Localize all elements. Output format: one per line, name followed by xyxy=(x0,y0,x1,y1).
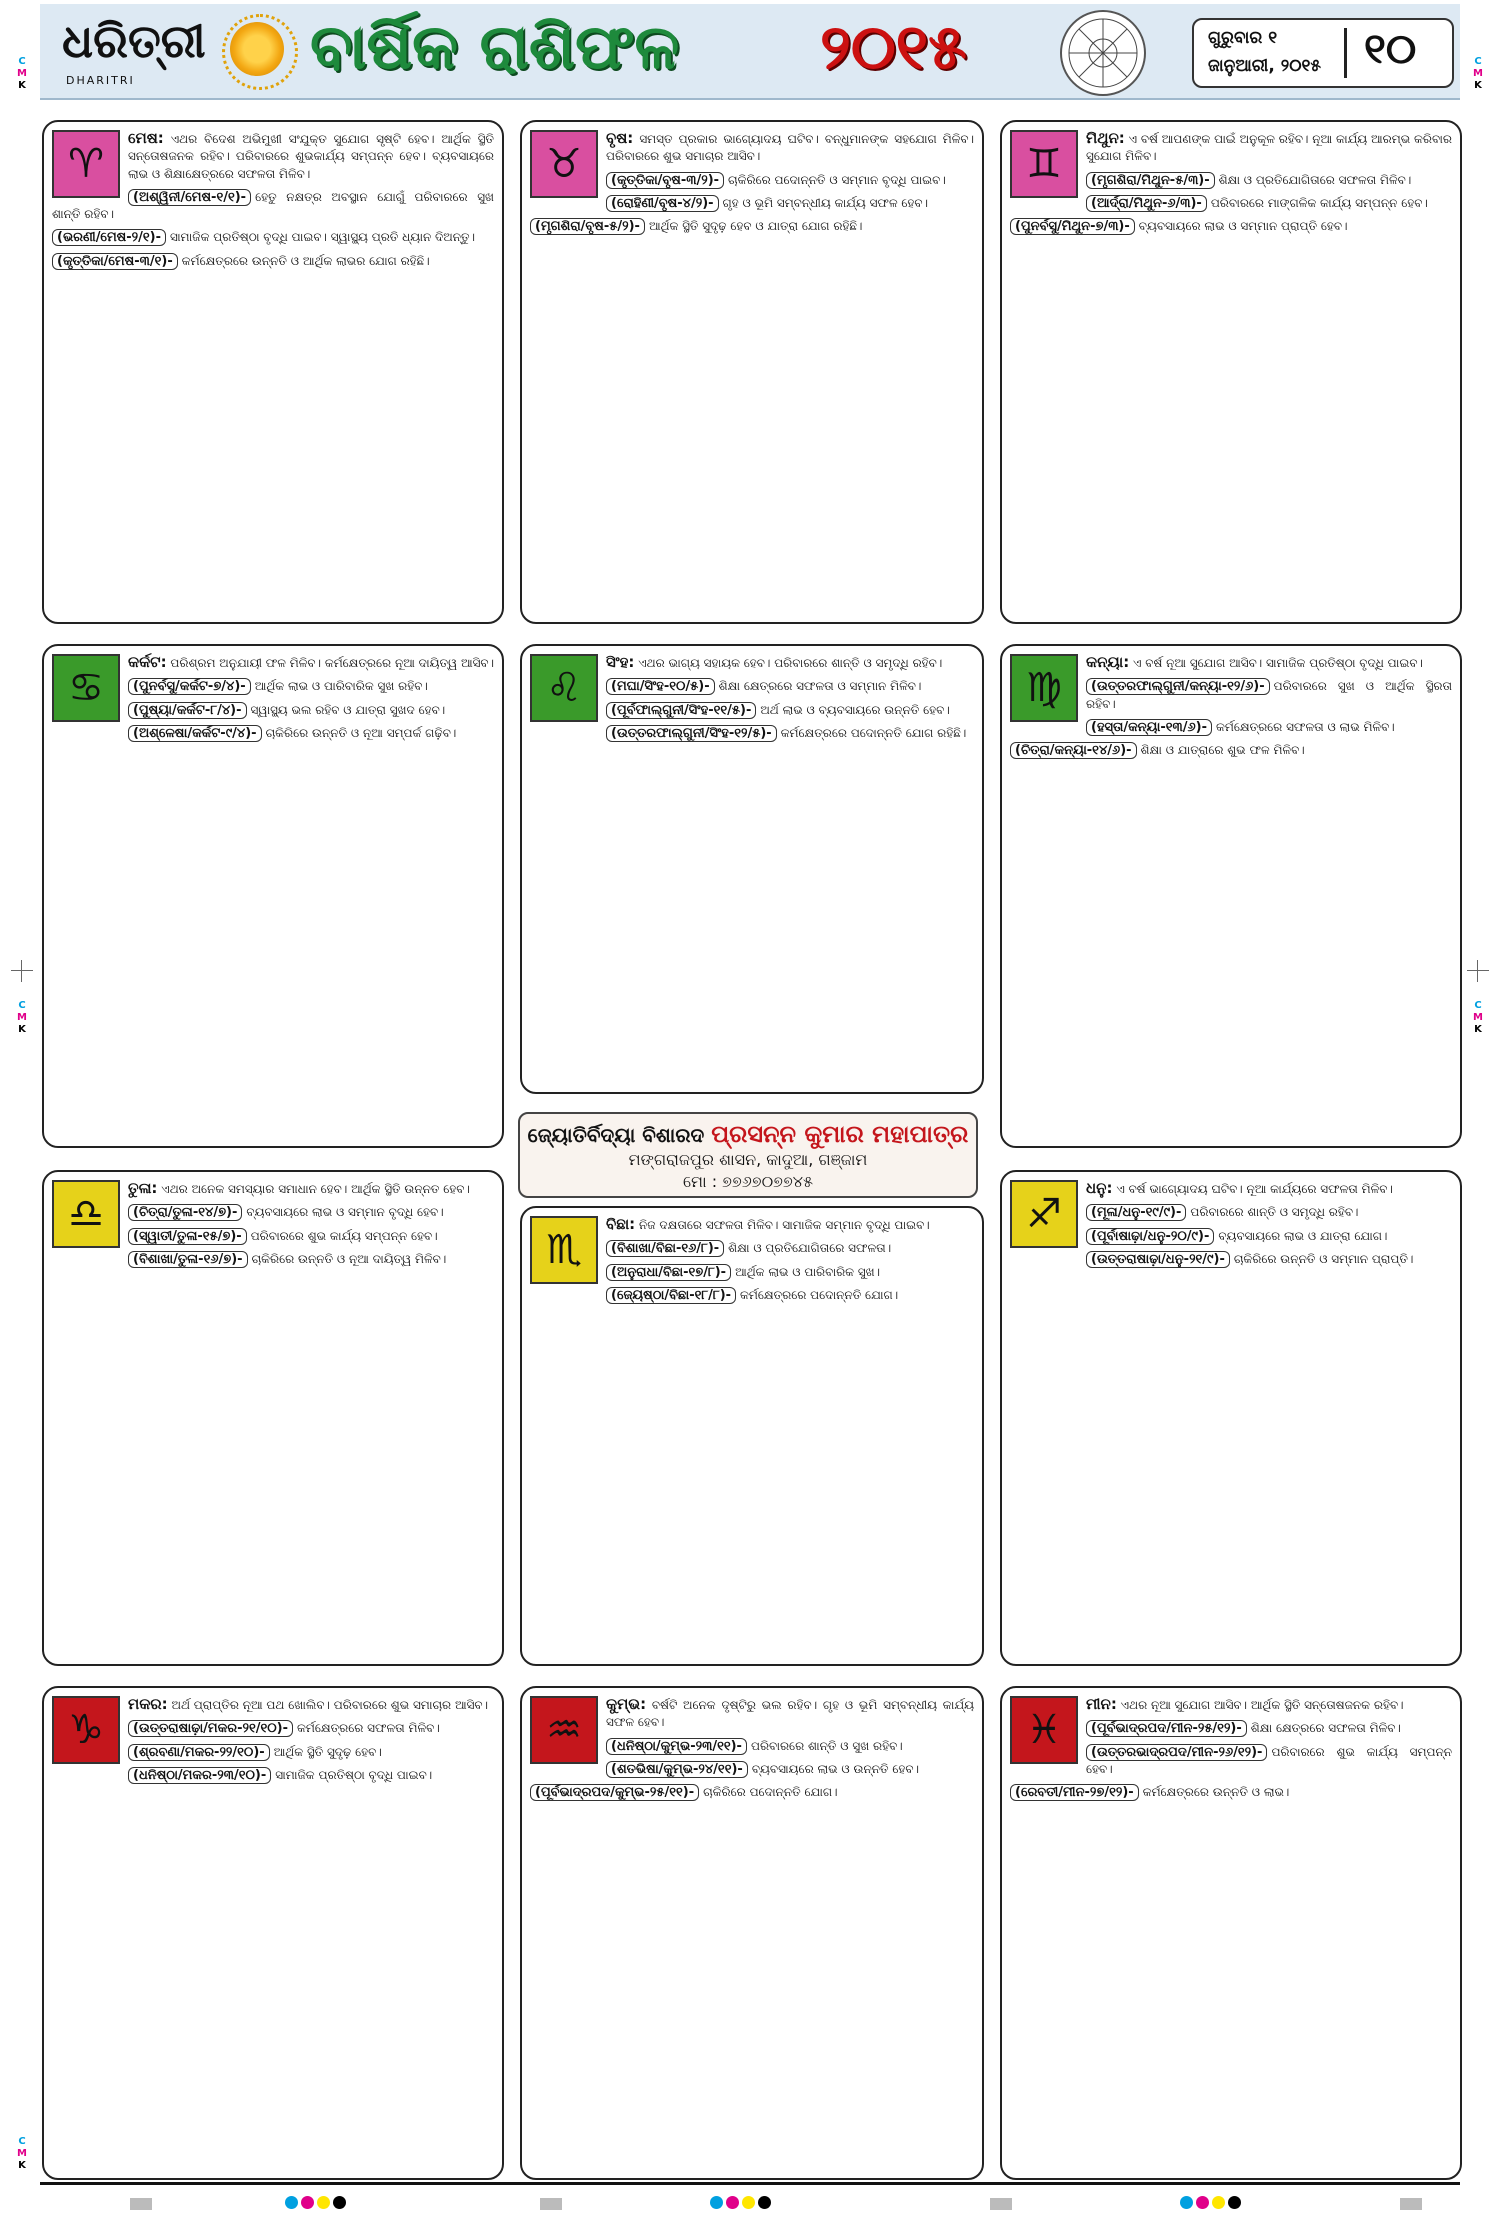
zodiac-sign-icon: ♎ xyxy=(52,1180,120,1248)
nakshatra-heading: (ଶତଭିଷା/କୁମ୍ଭ-୨୪/୧୧)- xyxy=(606,1761,748,1778)
zodiac-sign-icon: ♍ xyxy=(1010,654,1078,722)
nakshatra-heading: (ସ୍ୱାତୀ/ତୁଳା-୧୫/୭)- xyxy=(128,1228,247,1245)
sign-content xyxy=(530,1216,974,1656)
color-dots xyxy=(285,2196,346,2210)
nakshatra-paragraph xyxy=(1010,742,1452,759)
sign-title: ମୀନ: xyxy=(1086,1695,1117,1713)
sign-content xyxy=(52,654,494,1138)
nakshatra-text: ପରିବାରରେ ସୁଖ ଓ ଆର୍ଥିକ ସ୍ଥିରତା ରହିବ। xyxy=(1086,679,1452,711)
registration-mark-mid-right: C M K xyxy=(1473,1000,1483,1035)
gray-swatch xyxy=(540,2198,562,2210)
gray-swatch xyxy=(990,2198,1012,2210)
nakshatra-heading: (କୃତ୍ତିକା/ବୃଷ-୩/୨)- xyxy=(606,172,724,189)
nakshatra-text: କର୍ମକ୍ଷେତ୍ରରେ ପଦୋନ୍ନତି ଯୋଗ। xyxy=(740,1287,899,1302)
sign-box xyxy=(1000,1170,1462,1666)
nakshatra-text: ଚାକିରିରେ ଉନ୍ନତି ଓ ସମ୍ମାନ ପ୍ରାପ୍ତି। xyxy=(1233,1251,1414,1266)
sign-content xyxy=(52,1696,494,2170)
nakshatra-text: ସାମାଜିକ ପ୍ରତିଷ୍ଠା ବୃଦ୍ଧି ପାଇବ। xyxy=(275,1767,433,1782)
zodiac-sign-icon: ♑ xyxy=(52,1696,120,1764)
credit-line xyxy=(520,1120,976,1148)
sign-intro-text: ଏଥର ଭାଗ୍ୟ ସହାୟକ ହେବ। ପରିବାରରେ ଶାନ୍ତି ଓ ସମୃଦ୍ଧି ରହିବ। xyxy=(638,656,943,670)
credit-address: ମଙ୍ଗରାଜପୁର ଶାସନ, କାଦୁଆ, ଗଞ୍ଜାମ xyxy=(628,1150,868,1169)
nakshatra-paragraph xyxy=(52,229,494,246)
nakshatra-heading: (ହସ୍ତା/କନ୍ୟା-୧୩/୬)- xyxy=(1086,719,1212,736)
sign-box xyxy=(42,1686,504,2180)
nakshatra-heading: (ଉତ୍ତରଫାଲ୍ଗୁନୀ/କନ୍ୟା-୧୨/୬)- xyxy=(1086,678,1270,695)
nakshatra-heading: (ରୋହିଣୀ/ବୃଷ-୪/୨)- xyxy=(606,195,719,212)
sign-intro-text: ଏ ବର୍ଷ ନୂଆ ସୁଯୋଗ ଆସିବ। ସାମାଜିକ ପ୍ରତିଷ୍ଠା ବୃଦ୍ଧି ପାଇବ। xyxy=(1133,656,1423,670)
date-full: ଜାନୁଆରୀ, ୨୦୧୫ xyxy=(1208,56,1321,76)
nakshatra-text: କର୍ମକ୍ଷେତ୍ରରେ ସଫଳତା ମିଳିବ। xyxy=(297,1721,440,1736)
sign-title: ତୁଳା: xyxy=(128,1179,158,1197)
nakshatra-heading: (ଶ୍ରବଣା/ମକର-୨୨/୧୦)- xyxy=(128,1744,270,1761)
sign-box xyxy=(1000,120,1462,624)
nakshatra-heading: (ଅଶ୍ୱିନୀ/ମେଷ-୧/୧)- xyxy=(128,189,251,206)
sign-box xyxy=(42,1170,504,1666)
nakshatra-heading: (ବିଶାଖା/ତୁଳା-୧୬/୭)- xyxy=(128,1251,248,1268)
footer-rule xyxy=(40,2182,1460,2185)
nakshatra-text: ଆର୍ଥିକ ସ୍ଥିତି ସୁଦୃଢ଼ ହେବ। xyxy=(273,1744,382,1759)
sign-title: ସିଂହ: xyxy=(606,653,635,671)
nakshatra-text: ସ୍ୱାସ୍ଥ୍ୟ ଭଲ ରହିବ ଓ ଯାତ୍ରା ସୁଖଦ ହେବ। xyxy=(250,702,446,717)
nakshatra-text: ପରିବାରରେ ଶୁଭ କାର୍ଯ୍ୟ ସମ୍ପନ୍ନ ହେବ। xyxy=(250,1228,438,1243)
nakshatra-heading: (ଉତ୍ତରଭାଦ୍ରପଦ/ମୀନ-୨୬/୧୨)- xyxy=(1086,1744,1267,1761)
nakshatra-heading: (ମଘା/ସିଂହ-୧୦/୫)- xyxy=(606,678,715,695)
nakshatra-paragraph xyxy=(1010,1251,1452,1268)
sign-content xyxy=(52,1180,494,1656)
sign-title: ମିଥୁନ: xyxy=(1086,129,1125,147)
color-dots xyxy=(710,2196,771,2210)
masthead-logo: ଧରିତ୍ରୀ xyxy=(62,14,206,68)
nakshatra-text: କର୍ମକ୍ଷେତ୍ରରେ ସଫଳତା ଓ ଲାଭ ମିଳିବ। xyxy=(1215,719,1395,734)
banner-title: ବାର୍ଷିକ ରାଶିଫଳ xyxy=(310,10,680,83)
registration-mark-left: C M K xyxy=(17,56,27,91)
nakshatra-text: ଆର୍ଥିକ ଲାଭ ଓ ପାରିବାରିକ ସୁଖ। xyxy=(735,1264,881,1279)
nakshatra-text: ପରିବାରରେ ଶାନ୍ତି ଓ ସୁଖ ରହିବ। xyxy=(750,1738,903,1753)
nakshatra-text: ଚାକିରିରେ ଉନ୍ନତି ଓ ନୂଆ ସମ୍ପର୍କ ଗଢ଼ିବ। xyxy=(265,725,457,740)
sign-box xyxy=(520,1686,984,2180)
nakshatra-text: କର୍ମକ୍ଷେତ୍ରରେ ଉନ୍ନତି ଓ ଆର୍ଥିକ ଲାଭର ଯୋଗ ରହିଛି। xyxy=(181,253,430,268)
nakshatra-heading: (ପୂର୍ବାଷାଢ଼ା/ଧନୁ-୨୦/୯)- xyxy=(1086,1228,1214,1245)
credit-phone: ମୋ : ୭୭୬୭୦୭୭୪୫ xyxy=(682,1172,814,1191)
zodiac-sign-icon: ♋ xyxy=(52,654,120,722)
nakshatra-text: ଆର୍ଥିକ ସ୍ଥିତି ସୁଦୃଢ଼ ହେବ ଓ ଯାତ୍ରା ଯୋଗ ରହିଛି। xyxy=(648,219,863,234)
nakshatra-text: କର୍ମକ୍ଷେତ୍ରରେ ଉନ୍ନତି ଓ ଲାଭ। xyxy=(1142,1785,1290,1800)
registration-mark-right: C M K xyxy=(1473,56,1483,91)
sign-intro-text: ପରିଶ୍ରମ ଅନୁଯାୟୀ ଫଳ ମିଳିବ। କର୍ମକ୍ଷେତ୍ରରେ ନୂଆ ଦାୟିତ୍ୱ ଆସିବ। xyxy=(170,656,495,670)
sign-intro-text: ଏଥର ଅନେକ ସମସ୍ୟାର ସମାଧାନ ହେବ। ଆର୍ଥିକ ସ୍ଥିତି ଉନ୍ନତ ହେବ। xyxy=(161,1182,470,1196)
nakshatra-text: ପରିବାରରେ ମାଙ୍ଗଳିକ କାର୍ଯ୍ୟ ସମ୍ପନ୍ନ ହେବ। xyxy=(1210,195,1428,210)
sign-box xyxy=(1000,1686,1462,2180)
gray-swatch xyxy=(1400,2198,1422,2210)
nakshatra-text: ଚାକିରିରେ ଉନ୍ନତି ଓ ନୂଆ ଦାୟିତ୍ୱ ମିଳିବ। xyxy=(251,1251,447,1266)
zodiac-chart-icon xyxy=(1060,10,1146,96)
sign-content xyxy=(52,130,494,614)
zodiac-sign-icon: ♏ xyxy=(530,1216,598,1284)
sign-content xyxy=(1010,654,1452,1138)
nakshatra-heading: (ଉତ୍ତରାଷାଢ଼ା/ମକର-୨୧/୧୦)- xyxy=(128,1720,293,1737)
nakshatra-heading: (ମୂଳା/ଧନୁ-୧୯/୯)- xyxy=(1086,1204,1186,1221)
zodiac-sign-icon: ♓ xyxy=(1010,1696,1078,1764)
nakshatra-heading: (ଉତ୍ତରଫାଲ୍ଗୁନୀ/ସିଂହ-୧୨/୫)- xyxy=(606,725,777,742)
credit-name: ପ୍ରସନ୍ନ କୁମାର ମହାପାତ୍ର xyxy=(711,1120,969,1148)
nakshatra-paragraph xyxy=(52,253,494,270)
sign-content xyxy=(530,1696,974,2170)
zodiac-sign-icon: ♒ xyxy=(530,1696,598,1764)
sign-title: ମେଷ: xyxy=(128,129,164,147)
nakshatra-heading: (ଚିତ୍ରା/ତୁଳା-୧୪/୭)- xyxy=(128,1204,242,1221)
zodiac-sign-icon: ♉ xyxy=(530,130,598,198)
registration-mark-mid-left: C M K xyxy=(17,1000,27,1035)
nakshatra-paragraph xyxy=(530,218,974,235)
date-separator xyxy=(1344,28,1347,78)
sign-content xyxy=(530,654,974,1084)
sign-title: ବୃଷ: xyxy=(606,129,634,147)
sign-content xyxy=(1010,130,1452,614)
sign-intro-text: ଏ ବର୍ଷ ଭାଗ୍ୟୋଦୟ ଘଟିବ। ନୂଆ କାର୍ଯ୍ୟରେ ସଫଳତା ମିଳିବ। xyxy=(1116,1182,1393,1196)
nakshatra-text: ପରିବାରରେ ଶୁଭ କାର୍ଯ୍ୟ ସମ୍ପନ୍ନ ହେବ। xyxy=(1086,1744,1452,1776)
nakshatra-heading: (ଧନିଷ୍ଠା/କୁମ୍ଭ-୨୩/୧୧)- xyxy=(606,1738,747,1755)
sun-icon xyxy=(230,22,284,76)
nakshatra-paragraph xyxy=(530,1784,974,1801)
nakshatra-paragraph xyxy=(52,1767,494,1784)
gray-swatch xyxy=(130,2198,152,2210)
sign-intro-text: ଏଥର ବିଦେଶ ଅଭିମୁଖୀ ସଂଯୁକ୍ତ ସୁଯୋଗ ସୃଷ୍ଟି ହେବ। ଆର୍ଥିକ ସ୍ଥିତି ସନ୍ତୋଷଜନକ ରହିବ। ପରିବାରରେ ଶୁଭକାର୍ଯ୍ୟ ସମ୍ପନ୍ନ ହେବ। ବ୍ୟବସାୟରେ ଲାଭ ଓ ଶିକ୍ଷାକ୍ଷେତ୍ରରେ ସଫଳତା ମିଳିବ। xyxy=(128,132,494,181)
sign-title: ମକର: xyxy=(128,1695,168,1713)
sign-intro-text: ଏ ବର୍ଷ ଆପଣଙ୍କ ପାଇଁ ଅନୁକୂଳ ରହିବ। ନୂଆ କାର୍ଯ୍ୟ ଆରମ୍ଭ କରିବାର ସୁଯୋଗ ମିଳିବ। xyxy=(1086,132,1452,164)
astrologer-credit xyxy=(518,1112,978,1198)
nakshatra-heading: (ପୁନର୍ବସୁ/କର୍କଟ-୭/୪)- xyxy=(128,678,251,695)
sign-title: କୁମ୍ଭ: xyxy=(606,1695,647,1713)
sign-intro-text: ଅର୍ଥ ପ୍ରାପ୍ତିର ନୂଆ ପଥ ଖୋଲିବ। ପରିବାରରେ ଶୁଭ ସମାଚାର ଆସିବ। xyxy=(171,1698,488,1712)
nakshatra-heading: (ପୁଷ୍ୟା/କର୍କଟ-୮/୪)- xyxy=(128,702,247,719)
sign-box xyxy=(1000,644,1462,1148)
date-box xyxy=(1192,18,1454,88)
nakshatra-text: ଶିକ୍ଷା ଓ ପ୍ରତିଯୋଗିତାରେ ସଫଳତା ମିଳିବ। xyxy=(1218,172,1412,187)
zodiac-sign-icon: ♈ xyxy=(52,130,120,198)
nakshatra-paragraph xyxy=(1010,218,1452,235)
nakshatra-paragraph xyxy=(52,1251,494,1268)
page-header xyxy=(40,4,1460,100)
crop-mark-left xyxy=(11,960,33,982)
sign-intro-text: ବର୍ଷଟି ଅନେକ ଦୃଷ୍ଟିରୁ ଭଲ ରହିବ। ଗୃହ ଓ ଭୂମି ସମ୍ବନ୍ଧୀୟ କାର୍ଯ୍ୟ ସଫଳ ହେବ। xyxy=(606,1698,974,1730)
masthead-subtitle: DHARITRI xyxy=(66,74,135,87)
nakshatra-heading: (ବିଶାଖା/ବିଛା-୧୬/୮)- xyxy=(606,1240,724,1257)
nakshatra-text: ବ୍ୟବସାୟରେ ଲାଭ ଓ ସମ୍ମାନ ବୃଦ୍ଧି ହେବ। xyxy=(246,1205,444,1220)
color-dots xyxy=(1180,2196,1241,2210)
nakshatra-text: କର୍ମକ୍ଷେତ୍ରରେ ପଦୋନ୍ନତି ଯୋଗ ରହିଛି। xyxy=(780,725,967,740)
sign-intro-text: ନିଜ ଦକ୍ଷତାରେ ସଫଳତା ମିଳିବ। ସାମାଜିକ ସମ୍ମାନ ବୃଦ୍ଧି ପାଇବ। xyxy=(639,1218,930,1232)
sign-box xyxy=(520,120,984,624)
sign-box xyxy=(520,644,984,1094)
nakshatra-text: ଗୃହ ଓ ଭୂମି ସମ୍ବନ୍ଧୀୟ କାର୍ଯ୍ୟ ସଫଳ ହେବ। xyxy=(722,195,929,210)
nakshatra-heading: (ରେବତୀ/ମୀନ-୨୭/୧୨)- xyxy=(1010,1784,1139,1801)
sign-title: ବିଛା: xyxy=(606,1215,636,1233)
nakshatra-text: ଆର୍ଥିକ ଲାଭ ଓ ପାରିବାରିକ ସୁଖ ରହିବ। xyxy=(254,679,428,694)
nakshatra-heading: (ଆର୍ଦ୍ରା/ମିଥୁନ-୬/୩)- xyxy=(1086,195,1207,212)
zodiac-sign-icon: ♊ xyxy=(1010,130,1078,198)
zodiac-sign-icon: ♐ xyxy=(1010,1180,1078,1248)
sign-intro-text: ଏଥର ନୂଆ ସୁଯୋଗ ଆସିବ। ଆର୍ଥିକ ସ୍ଥିତି ସନ୍ତୋଷଜନକ ରହିବ। xyxy=(1120,1698,1404,1712)
nakshatra-paragraph xyxy=(530,1287,974,1304)
registration-mark-bottom-left: C M K xyxy=(17,2136,27,2171)
sign-box xyxy=(42,120,504,624)
sign-title: ଧନୁ: xyxy=(1086,1179,1113,1197)
nakshatra-heading: (ମୃଗଶିରା/ମିଥୁନ-୫/୩)- xyxy=(1086,172,1215,189)
nakshatra-heading: (ଅଶ୍ଳେଷା/କର୍କଟ-୯/୪)- xyxy=(128,725,262,742)
nakshatra-text: ଚାକିରିରେ ପଦୋନ୍ନତି ଯୋଗ। xyxy=(703,1785,838,1800)
sign-intro-text: ସମସ୍ତ ପ୍ରକାର ଭାଗ୍ୟୋଦୟ ଘଟିବ। ବନ୍ଧୁମାନଙ୍କ ସହଯୋଗ ମିଳିବ। ପରିବାରରେ ଶୁଭ ସମାଚାର ଆସିବ। xyxy=(606,132,974,164)
nakshatra-heading: (ପୂର୍ବଫାଲ୍ଗୁନୀ/ସିଂହ-୧୧/୫)- xyxy=(606,702,756,719)
nakshatra-text: ଶିକ୍ଷା ଓ ପ୍ରତିଯୋଗିତାରେ ସଫଳତା। xyxy=(728,1241,892,1256)
banner-year: ୨୦୧୫ xyxy=(820,10,967,83)
sign-content xyxy=(1010,1696,1452,2170)
nakshatra-text: ବ୍ୟବସାୟରେ ଲାଭ ଓ ଯାତ୍ରା ଯୋଗ। xyxy=(1218,1228,1388,1243)
sign-box xyxy=(42,644,504,1148)
nakshatra-heading: (ଜ୍ୟେଷ୍ଠା/ବିଛା-୧୮/୮)- xyxy=(606,1287,736,1304)
nakshatra-heading: (ପୁନର୍ବସୁ/ମିଥୁନ-୭/୩)- xyxy=(1010,218,1135,235)
nakshatra-text: ଚାକିରିରେ ପଦୋନ୍ନତି ଓ ସମ୍ମାନ ବୃଦ୍ଧି ପାଇବ। xyxy=(728,172,946,187)
nakshatra-heading: (କୃତ୍ତିକା/ମେଷ-୩/୧)- xyxy=(52,253,178,270)
nakshatra-text: ପରିବାରରେ ଶାନ୍ତି ଓ ସମୃଦ୍ଧି ରହିବ। xyxy=(1190,1205,1359,1220)
sign-title: କନ୍ୟା: xyxy=(1086,653,1130,671)
nakshatra-text: ଶିକ୍ଷା ଓ ଯାତ୍ରାରେ ଶୁଭ ଫଳ ମିଳିବ। xyxy=(1140,743,1305,758)
zodiac-sign-icon: ♌ xyxy=(530,654,598,722)
date-day: ଗୁରୁବାର ୧ xyxy=(1208,28,1278,48)
nakshatra-heading: (ଭରଣୀ/ମେଷ-୨/୧)- xyxy=(52,229,166,246)
nakshatra-heading: (ପୂର୍ବଭାଦ୍ରପଦ/ମୀନ-୨୫/୧୨)- xyxy=(1086,1720,1247,1737)
crop-mark-right xyxy=(1467,960,1489,982)
sign-box xyxy=(520,1206,984,1666)
page-number: ୧୦ xyxy=(1364,24,1417,73)
sign-title: କର୍କଟ: xyxy=(128,653,167,671)
nakshatra-text: ଶିକ୍ଷା କ୍ଷେତ୍ରରେ ସଫଳତା ମିଳିବ। xyxy=(1250,1721,1401,1736)
nakshatra-text: ଅର୍ଥ ଲାଭ ଓ ବ୍ୟବସାୟରେ ଉନ୍ନତି ହେବ। xyxy=(760,702,950,717)
nakshatra-paragraph xyxy=(1010,1784,1452,1801)
nakshatra-heading: (ପୂର୍ବଭାଦ୍ରପଦ/କୁମ୍ଭ-୨୫/୧୧)- xyxy=(530,1784,699,1801)
nakshatra-heading: (ମୃଗଶିରା/ବୃଷ-୫/୨)- xyxy=(530,218,645,235)
nakshatra-text: ବ୍ୟବସାୟରେ ଲାଭ ଓ ଉନ୍ନତି ହେବ। xyxy=(751,1761,919,1776)
sign-content xyxy=(530,130,974,614)
nakshatra-heading: (ଧନିଷ୍ଠା/ମକର-୨୩/୧୦)- xyxy=(128,1767,271,1784)
nakshatra-text: ସାମାଜିକ ପ୍ରତିଷ୍ଠା ବୃଦ୍ଧି ପାଇବ। ସ୍ୱାସ୍ଥ୍ୟ ପ୍ରତି ଧ୍ୟାନ ଦିଅନ୍ତୁ। xyxy=(170,230,475,245)
nakshatra-heading: (ଉତ୍ତରାଷାଢ଼ା/ଧନୁ-୨୧/୯)- xyxy=(1086,1251,1230,1268)
nakshatra-heading: (ଚିତ୍ରା/କନ୍ୟା-୧୪/୬)- xyxy=(1010,742,1137,759)
credit-prefix: ଜ୍ୟୋତିର୍ବିଦ୍ୟା ବିଶାରଦ xyxy=(527,1123,705,1147)
nakshatra-paragraph xyxy=(530,725,974,742)
nakshatra-heading: (ଅନୁରାଧା/ବିଛା-୧୭/୮)- xyxy=(606,1264,731,1281)
nakshatra-paragraph xyxy=(52,725,494,742)
sign-content xyxy=(1010,1180,1452,1656)
nakshatra-text: ଶିକ୍ଷା କ୍ଷେତ୍ରରେ ସଫଳତା ଓ ସମ୍ମାନ ମିଳିବ। xyxy=(718,679,922,694)
nakshatra-text: ହେତୁ ନକ୍ଷତ୍ର ଅବସ୍ଥାନ ଯୋଗୁଁ ପରିବାରରେ ସୁଖ ଶାନ୍ତି ରହିବ। xyxy=(52,189,494,222)
nakshatra-text: ବ୍ୟବସାୟରେ ଲାଭ ଓ ସମ୍ମାନ ପ୍ରାପ୍ତି ହେବ। xyxy=(1138,219,1348,234)
